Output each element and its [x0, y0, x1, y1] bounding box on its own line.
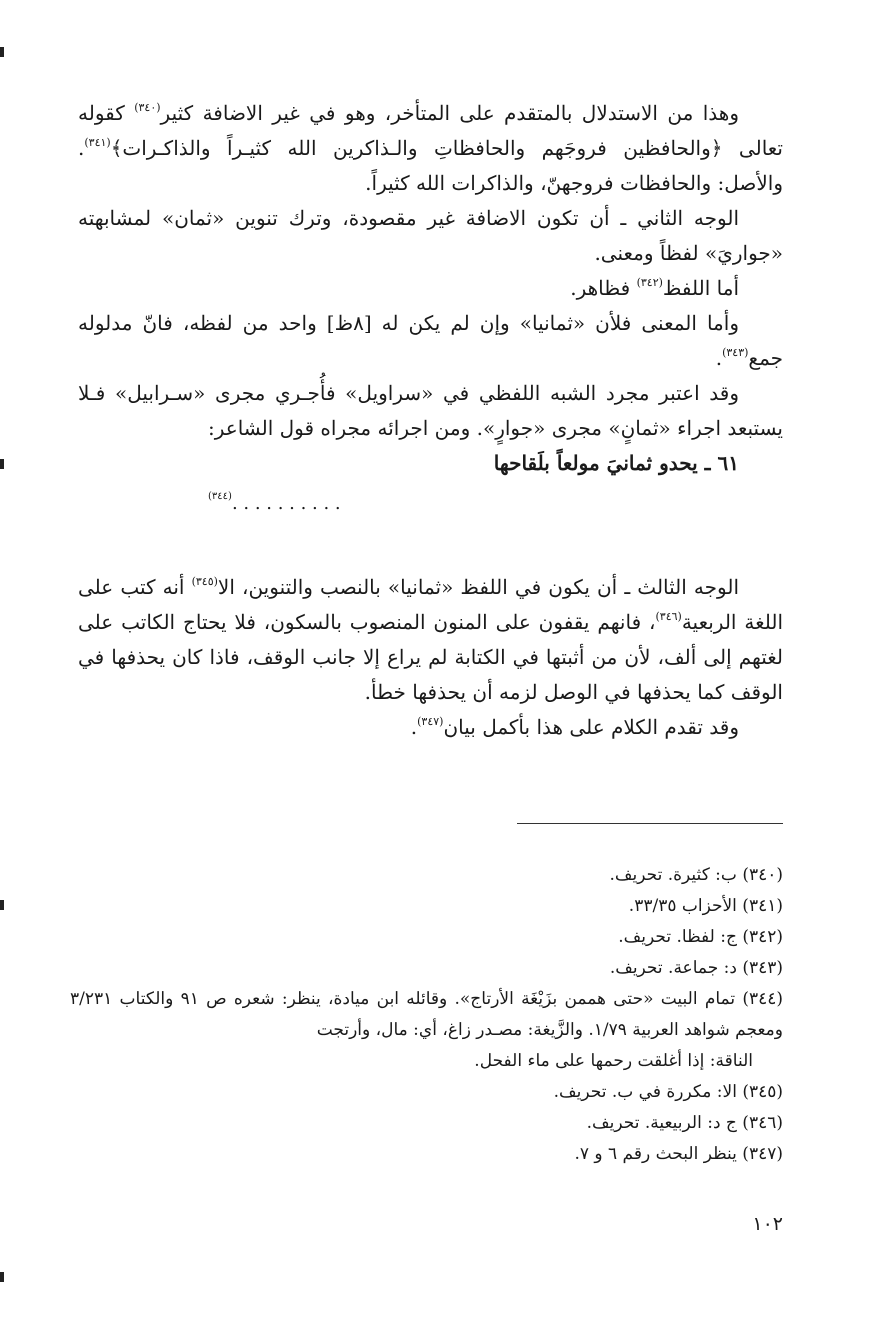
- paragraph-4: [78, 306, 783, 376]
- paragraph-text: الوجه الثالث ـ أن يكون في اللفظ «ثمانيا» بالنصب والتنوين، الا: [217, 575, 739, 599]
- paragraph-7: [78, 710, 783, 745]
- footnote-ref: (٣٤١): [84, 136, 111, 149]
- footnote-ref: (٣٤٥): [191, 575, 218, 588]
- verse-dots: . . . . . . . . . .: [231, 493, 341, 514]
- footnote-341: (٣٤١) الأحزاب ٣٣/٣٥.: [628, 896, 783, 916]
- scan-edge-mark: [0, 47, 4, 57]
- paragraph-1: [78, 96, 783, 201]
- paragraph-3: [78, 271, 783, 306]
- footnote-343: (٣٤٣) د: جماعة. تحريف.: [609, 958, 783, 978]
- paragraph-text: وهذا من الاستدلال بالمتقدم على المتأخر، وهو في غير الاضافة كثير: [160, 101, 739, 125]
- scan-edge-mark: [0, 900, 4, 910]
- paragraph-text: .: [715, 346, 723, 370]
- footnote-342: (٣٤٢) ج: لفظا. تحريف.: [618, 927, 783, 947]
- main-text: [78, 96, 783, 745]
- paragraph-text: أما اللفظ: [662, 276, 739, 300]
- page-number: ١٠٢: [752, 1213, 783, 1235]
- footnote-345: (٣٤٥) الا: مكررة في ب. تحريف.: [553, 1082, 783, 1102]
- paragraph-text: أنه كتب على اللغة الربعية: [78, 575, 783, 634]
- paragraph-text: . والأصل: والحافظات فروجهنّ، والذاكرات الله كثيراً.: [78, 136, 783, 195]
- scan-edge-mark: [0, 459, 4, 469]
- spacer: [78, 518, 783, 570]
- footnote-347: (٣٤٧) ينظر البحث رقم ٦ و ٧.: [574, 1144, 783, 1164]
- footnote-344: (٣٤٤) تمام البيت «حتى هممن بزَيْغَة الأرتاج». وقائله ابن ميادة، ينظر: شعره ص ٩١ والكتاب ٣/٢٣١ ومعجم شواهد العربية ١/٧٩. والزَّيغة: مصـدر زاغ، أي: مال، وأرتجت: [70, 989, 784, 1040]
- paragraph-6: [78, 570, 783, 710]
- paragraph-text: وقد تقدم الكلام على هذا بأكمل بيان: [443, 715, 739, 739]
- footnote-346: (٣٤٦) ج د: الربيعية. تحريف.: [586, 1113, 783, 1133]
- footnote-ref: (٣٤٤): [208, 491, 232, 502]
- paragraph-text: كقوله تعالى ﴿والحافظين فروجَهم والحافظاتِ والـذاكرين الله كثيـراً والذاكـرات﴾: [78, 101, 783, 160]
- footnotes: [70, 860, 783, 1170]
- footnote-ref: (٣٤٦): [655, 610, 682, 623]
- poetry-verse: ٦١ ـ يحدو ثمانيَ مولعاً بلَقاحها: [493, 451, 739, 475]
- footnote-ref: (٣٤٠): [134, 101, 161, 114]
- footnote-340: (٣٤٠) ب: كثيرة. تحريف.: [609, 865, 783, 885]
- paragraph-5: وقد اعتبر مجرد الشبه اللفظي في «سراويل» فأُجـري مجرى «سـرابيل» فـلا يستبعد اجراء «ثمانٍ» مجرى «جوارٍ». ومن اجرائه مجراه قول الشاعر:: [78, 381, 783, 440]
- scan-edge-mark: [0, 1272, 4, 1282]
- footnote-ref: (٣٤٧): [417, 715, 444, 728]
- paragraph-2: الوجه الثاني ـ أن تكون الاضافة غير مقصودة، وترك تنوين «ثمان» لمشابهته «جواريَ» لفظاً ومعنى.: [78, 206, 783, 265]
- paragraph-text: وأما المعنى فلأن «ثمانيا» وإن لم يكن له [٨ظ] واحد من لفظه، فانّ مدلوله جمع: [78, 311, 783, 370]
- paragraph-text: .: [410, 715, 418, 739]
- paragraph-text: فظاهر.: [570, 276, 637, 300]
- footnote-ref: (٣٤٣): [722, 346, 749, 359]
- footnote-344-continuation: الناقة: إذا أغلقت رحمها على ماء الفحل.: [474, 1051, 753, 1071]
- footnote-ref: (٣٤٢): [636, 276, 663, 289]
- verse-ellipsis: [78, 483, 783, 518]
- footnote-separator: [517, 823, 783, 824]
- paragraph-text: ، فانهم يقفون على المنون المنصوب بالسكون، فلا يحتاج الكاتب على لغتهم إلى ألف، لأن من أثبتها في الكتابة لم يراع إلا جانب الوقف، فاذا كان يحذفها في الوقف كما يحذفها في الوصل لزمه أن يحذفها خطأ.: [78, 610, 783, 704]
